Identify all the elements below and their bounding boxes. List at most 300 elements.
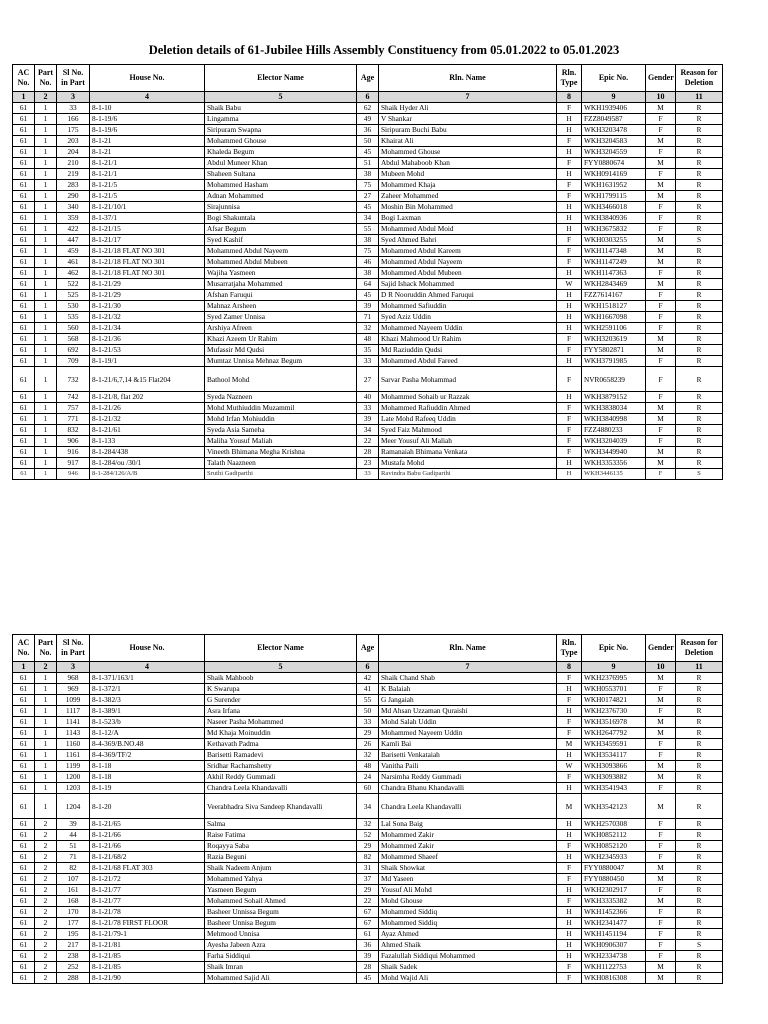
cell-rln-type: W — [557, 761, 582, 772]
cell-rln-name: Chandra Leela Khandavalli — [379, 794, 557, 819]
cell-rln-name: Vanitha Paili — [379, 761, 557, 772]
cell-ac-no: 61 — [13, 213, 35, 224]
cell-reason: S — [676, 235, 723, 246]
cell-sl-no: 290 — [57, 191, 90, 202]
cell-ac-no: 61 — [13, 458, 35, 469]
cell-ac-no: 61 — [13, 761, 35, 772]
cell-part-no: 1 — [35, 728, 57, 739]
cell-reason: R — [676, 896, 723, 907]
table-row — [13, 951, 723, 962]
header-gender: Gender — [646, 65, 676, 92]
cell-age: 27 — [357, 367, 379, 392]
cell-age: 45 — [357, 147, 379, 158]
cell-house-no: 8-1-21/18 FLAT NO 301 — [90, 246, 205, 257]
cell-age: 24 — [357, 772, 379, 783]
cell-epic-no: WKH3466018 — [582, 202, 646, 213]
cell-ac-no: 61 — [13, 180, 35, 191]
table-row — [13, 819, 723, 830]
cell-house-no: 8-1-371/163/1 — [90, 673, 205, 684]
cell-gender: M — [646, 695, 676, 706]
cell-elector-name: Asra Irfana — [205, 706, 357, 717]
table-row — [13, 125, 723, 136]
cell-ac-no: 61 — [13, 885, 35, 896]
cell-elector-name: Veerabhadra Siva Sandeep Khandavalli — [205, 794, 357, 819]
cell-rln-name: Mohammed Shaeef — [379, 852, 557, 863]
cell-epic-no: WKH3203478 — [582, 125, 646, 136]
cell-ac-no: 61 — [13, 169, 35, 180]
cell-rln-type: H — [557, 169, 582, 180]
column-number-row — [13, 662, 723, 673]
cell-house-no: 8-1-133 — [90, 436, 205, 447]
cell-house-no: 8-1-20 — [90, 794, 205, 819]
cell-reason: R — [676, 169, 723, 180]
cell-reason: R — [676, 885, 723, 896]
cell-gender: F — [646, 224, 676, 235]
cell-age: 46 — [357, 257, 379, 268]
cell-reason: R — [676, 279, 723, 290]
header-rln-type: Rln. Type — [557, 65, 582, 92]
cell-part-no: 1 — [35, 392, 57, 403]
cell-elector-name: Afshan Faruqui — [205, 290, 357, 301]
cell-gender: F — [646, 830, 676, 841]
cell-ac-no: 61 — [13, 739, 35, 750]
cell-ac-no: 61 — [13, 301, 35, 312]
table-row — [13, 279, 723, 290]
cell-ac-no: 61 — [13, 695, 35, 706]
table-row — [13, 414, 723, 425]
cell-reason: R — [676, 334, 723, 345]
cell-house-no: 8-1-19/6 — [90, 125, 205, 136]
cell-rln-type: F — [557, 334, 582, 345]
cell-rln-name: Mohammed Abdul Kareem — [379, 246, 557, 257]
cell-sl-no: 340 — [57, 202, 90, 213]
cell-house-no: 8-1-21/5 — [90, 191, 205, 202]
cell-sl-no: 422 — [57, 224, 90, 235]
cell-house-no: 8-1-21/36 — [90, 334, 205, 345]
cell-age: 75 — [357, 180, 379, 191]
cell-house-no: 8-1-21/17 — [90, 235, 205, 246]
cell-ac-no: 61 — [13, 392, 35, 403]
cell-ac-no: 61 — [13, 794, 35, 819]
cell-reason: R — [676, 436, 723, 447]
cell-gender: F — [646, 929, 676, 940]
cell-rln-name: Lal Sona Baig — [379, 819, 557, 830]
table-row — [13, 469, 723, 480]
cell-epic-no: WKH3203619 — [582, 334, 646, 345]
column-number-elector-name: 5 — [205, 662, 357, 673]
cell-ac-no: 61 — [13, 684, 35, 695]
cell-part-no: 1 — [35, 794, 57, 819]
cell-gender: M — [646, 235, 676, 246]
cell-reason: R — [676, 312, 723, 323]
cell-reason: R — [676, 403, 723, 414]
cell-sl-no: 1200 — [57, 772, 90, 783]
cell-gender: F — [646, 918, 676, 929]
cell-part-no: 1 — [35, 403, 57, 414]
cell-house-no: 8-1-21/10/1 — [90, 202, 205, 213]
cell-part-no: 1 — [35, 783, 57, 794]
cell-house-no: 8-1-21/90 — [90, 973, 205, 984]
cell-reason: R — [676, 907, 723, 918]
cell-epic-no: FYY0880047 — [582, 863, 646, 874]
cell-elector-name: Bathool Mohd — [205, 367, 357, 392]
table-row — [13, 739, 723, 750]
cell-gender: M — [646, 345, 676, 356]
table-row — [13, 940, 723, 951]
table-row — [13, 907, 723, 918]
cell-part-no: 1 — [35, 246, 57, 257]
cell-rln-type: H — [557, 918, 582, 929]
cell-reason: R — [676, 819, 723, 830]
cell-age: 48 — [357, 761, 379, 772]
cell-part-no: 1 — [35, 235, 57, 246]
table-row — [13, 447, 723, 458]
cell-sl-no: 82 — [57, 863, 90, 874]
cell-epic-no: WKH2376995 — [582, 673, 646, 684]
cell-ac-no: 61 — [13, 158, 35, 169]
cell-rln-name: Mohammed Zakir — [379, 830, 557, 841]
cell-elector-name: Mohd Muthiuddin Muzammil — [205, 403, 357, 414]
cell-gender: M — [646, 973, 676, 984]
cell-gender: M — [646, 403, 676, 414]
cell-sl-no: 44 — [57, 830, 90, 841]
cell-sl-no: 1161 — [57, 750, 90, 761]
table-row — [13, 695, 723, 706]
cell-sl-no: 742 — [57, 392, 90, 403]
cell-sl-no: 195 — [57, 929, 90, 940]
cell-reason: S — [676, 940, 723, 951]
cell-gender: F — [646, 783, 676, 794]
cell-house-no: 8-1-21/81 — [90, 940, 205, 951]
cell-elector-name: Farha Siddiqui — [205, 951, 357, 962]
cell-rln-type: H — [557, 907, 582, 918]
cell-reason: R — [676, 224, 723, 235]
cell-rln-type: H — [557, 750, 582, 761]
cell-house-no: 8-1-21/68 FLAT 303 — [90, 863, 205, 874]
cell-rln-type: H — [557, 929, 582, 940]
cell-elector-name: Ayesha Jabeen Azra — [205, 940, 357, 951]
cell-house-no: 8-1-21/30 — [90, 301, 205, 312]
cell-epic-no: WKH1451194 — [582, 929, 646, 940]
header-reason: Reason for Deletion — [676, 635, 723, 662]
cell-epic-no: NVR0658239 — [582, 367, 646, 392]
cell-rln-name: Mohammed Nayeem Uddin — [379, 323, 557, 334]
cell-part-no: 2 — [35, 973, 57, 984]
cell-elector-name: K Swarupa — [205, 684, 357, 695]
cell-part-no: 1 — [35, 180, 57, 191]
cell-elector-name: Barisetti Ramadevi — [205, 750, 357, 761]
cell-gender: M — [646, 246, 676, 257]
cell-age: 35 — [357, 345, 379, 356]
cell-rln-type: F — [557, 695, 582, 706]
cell-age: 50 — [357, 706, 379, 717]
cell-gender: M — [646, 962, 676, 973]
cell-house-no: 8-1-21/32 — [90, 414, 205, 425]
column-number-epic-no: 9 — [582, 92, 646, 103]
cell-elector-name: Mohammed Abdul Nayeem — [205, 246, 357, 257]
cell-rln-type: H — [557, 312, 582, 323]
table-row — [13, 403, 723, 414]
cell-rln-type: F — [557, 863, 582, 874]
table-row — [13, 684, 723, 695]
cell-rln-name: Chandra Bhanu Khandavalli — [379, 783, 557, 794]
cell-elector-name: Syed Kashif — [205, 235, 357, 246]
cell-rln-name: Abdul Mahaboob Khan — [379, 158, 557, 169]
cell-ac-no: 61 — [13, 728, 35, 739]
cell-reason: R — [676, 841, 723, 852]
cell-gender: M — [646, 717, 676, 728]
cell-rln-type: F — [557, 772, 582, 783]
table-row — [13, 436, 723, 447]
cell-epic-no: WKH1147249 — [582, 257, 646, 268]
cell-sl-no: 288 — [57, 973, 90, 984]
cell-reason: R — [676, 830, 723, 841]
cell-ac-no: 61 — [13, 334, 35, 345]
cell-elector-name: Musarratjaha Mohammed — [205, 279, 357, 290]
cell-gender: M — [646, 728, 676, 739]
cell-part-no: 1 — [35, 312, 57, 323]
cell-part-no: 2 — [35, 940, 57, 951]
cell-reason: R — [676, 257, 723, 268]
cell-part-no: 2 — [35, 951, 57, 962]
cell-gender: M — [646, 191, 676, 202]
cell-age: 34 — [357, 794, 379, 819]
cell-age: 39 — [357, 951, 379, 962]
cell-part-no: 1 — [35, 367, 57, 392]
table-row — [13, 312, 723, 323]
cell-epic-no: WKH3204559 — [582, 147, 646, 158]
cell-part-no: 2 — [35, 874, 57, 885]
cell-gender: F — [646, 323, 676, 334]
cell-rln-type: H — [557, 458, 582, 469]
cell-part-no: 1 — [35, 290, 57, 301]
cell-rln-name: Ahmed Shaik — [379, 940, 557, 951]
cell-age: 49 — [357, 114, 379, 125]
cell-reason: R — [676, 147, 723, 158]
cell-sl-no: 1204 — [57, 794, 90, 819]
cell-epic-no: WKH3840936 — [582, 213, 646, 224]
cell-reason: R — [676, 191, 723, 202]
cell-elector-name: Sruthi Gadiparthi — [205, 469, 357, 480]
cell-ac-no: 61 — [13, 929, 35, 940]
cell-rln-type: H — [557, 852, 582, 863]
cell-house-no: 8-1-21/15 — [90, 224, 205, 235]
cell-rln-name: Mohammed Siddiq — [379, 918, 557, 929]
cell-elector-name: Mohammed Sohail Ahmed — [205, 896, 357, 907]
cell-elector-name: Basheer Unnissa Begum — [205, 907, 357, 918]
cell-age: 38 — [357, 268, 379, 279]
cell-age: 38 — [357, 235, 379, 246]
cell-part-no: 1 — [35, 414, 57, 425]
column-number-age: 6 — [357, 662, 379, 673]
cell-elector-name: Shaik Imran — [205, 962, 357, 973]
deletion-table-2 — [12, 634, 723, 984]
cell-ac-no: 61 — [13, 896, 35, 907]
cell-age: 28 — [357, 962, 379, 973]
cell-ac-no: 61 — [13, 268, 35, 279]
table-row — [13, 169, 723, 180]
cell-elector-name: Shaik Nadeem Anjum — [205, 863, 357, 874]
table-row — [13, 772, 723, 783]
cell-rln-type: H — [557, 301, 582, 312]
cell-rln-name: Syed Ahmed Bahri — [379, 235, 557, 246]
cell-sl-no: 968 — [57, 673, 90, 684]
cell-rln-type: H — [557, 114, 582, 125]
column-number-rln-type: 8 — [557, 92, 582, 103]
cell-gender: F — [646, 907, 676, 918]
cell-rln-name: Barisetti Venkataiah — [379, 750, 557, 761]
cell-elector-name: Mufassir Md Qudsi — [205, 345, 357, 356]
cell-rln-name: Narsimha Reddy Gummadi — [379, 772, 557, 783]
cell-house-no: 8-1-21/26 — [90, 403, 205, 414]
cell-elector-name: Chandra Leela Khandavalli — [205, 783, 357, 794]
cell-sl-no: 916 — [57, 447, 90, 458]
cell-rln-type: F — [557, 896, 582, 907]
cell-rln-type: H — [557, 819, 582, 830]
cell-ac-no: 61 — [13, 125, 35, 136]
table-row — [13, 301, 723, 312]
cell-rln-name: Mohammed Abdul Fareed — [379, 356, 557, 367]
cell-house-no: 8-1-372/1 — [90, 684, 205, 695]
cell-reason: R — [676, 728, 723, 739]
header-rln-name: Rln. Name — [379, 65, 557, 92]
cell-house-no: 8-1-19/1 — [90, 356, 205, 367]
cell-rln-type: M — [557, 739, 582, 750]
cell-house-no: 8-4-369/B.NO.48 — [90, 739, 205, 750]
cell-rln-type: H — [557, 469, 582, 480]
cell-sl-no: 530 — [57, 301, 90, 312]
cell-epic-no: WKH3534117 — [582, 750, 646, 761]
cell-epic-no: WKH3446135 — [582, 469, 646, 480]
cell-age: 32 — [357, 750, 379, 761]
cell-elector-name: Mehmood Unnisa — [205, 929, 357, 940]
column-number-rln-name: 7 — [379, 92, 557, 103]
cell-part-no: 2 — [35, 929, 57, 940]
column-number-elector-name: 5 — [205, 92, 357, 103]
cell-house-no: 8-1-21/68/2 — [90, 852, 205, 863]
column-number-house-no: 4 — [90, 662, 205, 673]
cell-age: 33 — [357, 469, 379, 480]
cell-sl-no: 170 — [57, 907, 90, 918]
cell-house-no: 8-1-21/78 — [90, 907, 205, 918]
cell-rln-name: Mohd Ghouse — [379, 896, 557, 907]
cell-sl-no: 219 — [57, 169, 90, 180]
cell-epic-no: WKH2376730 — [582, 706, 646, 717]
column-number-gender: 10 — [646, 92, 676, 103]
cell-reason: R — [676, 951, 723, 962]
cell-reason: R — [676, 918, 723, 929]
cell-rln-name: Mohammed Khaja — [379, 180, 557, 191]
cell-gender: F — [646, 268, 676, 279]
cell-elector-name: Maliha Yousuf Maliah — [205, 436, 357, 447]
table-row — [13, 268, 723, 279]
cell-ac-no: 61 — [13, 436, 35, 447]
cell-house-no: 8-1-21 — [90, 136, 205, 147]
cell-epic-no: WKH0553701 — [582, 684, 646, 695]
cell-reason: S — [676, 469, 723, 480]
cell-epic-no: WKH2591106 — [582, 323, 646, 334]
cell-epic-no: WKH0852112 — [582, 830, 646, 841]
cell-rln-type: H — [557, 356, 582, 367]
header-rln-type: Rln. Type — [557, 635, 582, 662]
table-row — [13, 896, 723, 907]
page-title: Deletion details of 61-Jubilee Hills Assembly Constituency from 05.01.2022 to 05.01.2023 — [148, 43, 620, 57]
cell-part-no: 1 — [35, 684, 57, 695]
cell-rln-name: Mustafa Mohd — [379, 458, 557, 469]
cell-elector-name: Mahnaz Arsheen — [205, 301, 357, 312]
cell-part-no: 1 — [35, 279, 57, 290]
cell-part-no: 1 — [35, 114, 57, 125]
cell-gender: F — [646, 125, 676, 136]
cell-elector-name: Khaleda Begum — [205, 147, 357, 158]
table-row — [13, 114, 723, 125]
cell-part-no: 1 — [35, 213, 57, 224]
cell-reason: R — [676, 673, 723, 684]
header-age: Age — [357, 635, 379, 662]
table-row — [13, 367, 723, 392]
cell-part-no: 2 — [35, 896, 57, 907]
cell-rln-type: F — [557, 367, 582, 392]
cell-rln-type: F — [557, 403, 582, 414]
cell-age: 60 — [357, 783, 379, 794]
cell-rln-name: Shaik Hyder Ali — [379, 103, 557, 114]
cell-rln-type: H — [557, 268, 582, 279]
cell-reason: R — [676, 695, 723, 706]
cell-house-no: 8-1-21/77 — [90, 896, 205, 907]
cell-part-no: 1 — [35, 334, 57, 345]
cell-gender: M — [646, 447, 676, 458]
cell-epic-no: WKH3791985 — [582, 356, 646, 367]
cell-epic-no: FYY5802871 — [582, 345, 646, 356]
cell-rln-type: F — [557, 973, 582, 984]
cell-sl-no: 969 — [57, 684, 90, 695]
cell-house-no: 8-1-21/1 — [90, 158, 205, 169]
cell-house-no: 8-1-21/5 — [90, 180, 205, 191]
cell-rln-name: Sajid Ishack Mohammed — [379, 279, 557, 290]
cell-epic-no: WKH3840998 — [582, 414, 646, 425]
cell-reason: R — [676, 114, 723, 125]
table-row — [13, 885, 723, 896]
cell-age: 48 — [357, 334, 379, 345]
cell-ac-no: 61 — [13, 312, 35, 323]
cell-house-no: 8-1-21/66 — [90, 830, 205, 841]
cell-elector-name: Adnan Mohammed — [205, 191, 357, 202]
cell-rln-name: Mohammed Ghouse — [379, 147, 557, 158]
table-row — [13, 706, 723, 717]
column-number-sl-no: 3 — [57, 92, 90, 103]
cell-house-no: 8-1-523/b — [90, 717, 205, 728]
cell-house-no: 8-1-21/77 — [90, 885, 205, 896]
cell-gender: F — [646, 750, 676, 761]
cell-epic-no: WKH3879152 — [582, 392, 646, 403]
cell-reason: R — [676, 772, 723, 783]
cell-rln-type: H — [557, 224, 582, 235]
cell-reason: R — [676, 180, 723, 191]
cell-elector-name: Yasmeen Begum — [205, 885, 357, 896]
cell-reason: R — [676, 290, 723, 301]
cell-epic-no: WKH1799115 — [582, 191, 646, 202]
cell-elector-name: Razia Beguni — [205, 852, 357, 863]
cell-rln-name: Mohammed Rafiuddin Ahmed — [379, 403, 557, 414]
cell-rln-type: H — [557, 392, 582, 403]
cell-age: 23 — [357, 458, 379, 469]
table-row — [13, 136, 723, 147]
cell-reason: R — [676, 863, 723, 874]
table-row — [13, 202, 723, 213]
cell-house-no: 8-1-21/66 — [90, 841, 205, 852]
cell-gender: F — [646, 684, 676, 695]
cell-age: 52 — [357, 830, 379, 841]
